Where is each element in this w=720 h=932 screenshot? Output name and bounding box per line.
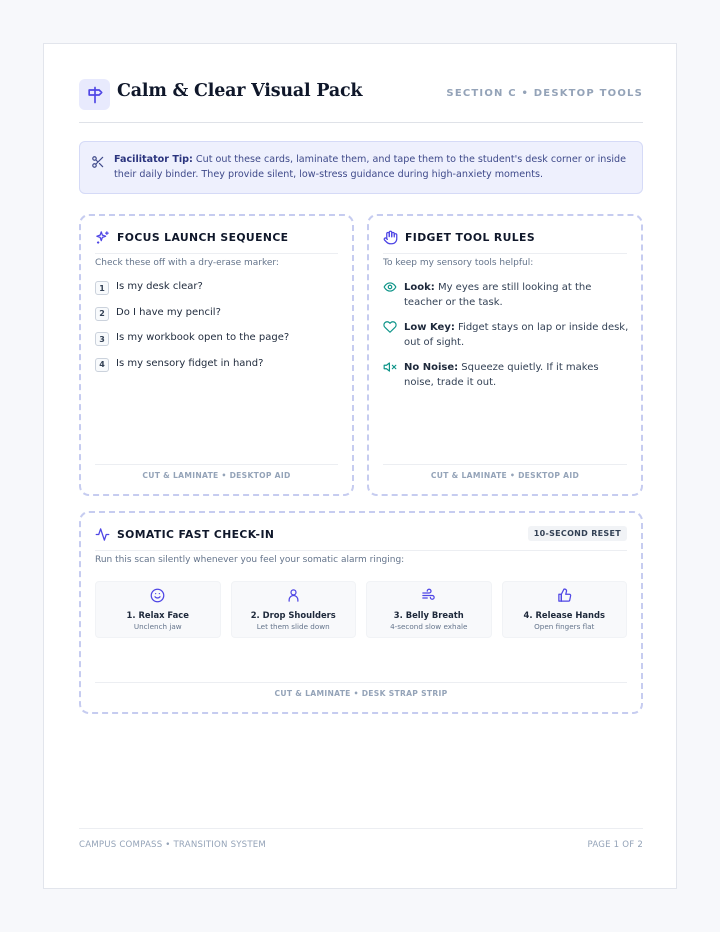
wind-icon <box>367 588 491 606</box>
thumbs-up-icon <box>503 588 627 606</box>
facilitator-tip <box>79 141 643 194</box>
somatic-checkin-card <box>79 511 643 714</box>
card-subtitle: Run this scan silently whenever you feel your somatic alarm ringing: <box>95 555 405 565</box>
card-footer: CUT & LAMINATE • DESKTOP AID <box>383 464 627 480</box>
tip-text: Cut out these cards, laminate them, and tape them to the student's desk corner or inside their daily binder. They provide silent, low-stress guidance during high-anxiety moments. <box>114 154 627 180</box>
section-label: SECTION C • DESKTOP TOOLS <box>446 88 643 99</box>
item-number: 1 <box>95 281 109 295</box>
card-footer: CUT & LAMINATE • DESK STRAP STRIP <box>95 682 627 698</box>
fidget-rules-card <box>367 214 643 496</box>
item-text: Is my workbook open to the page? <box>116 332 290 343</box>
scissors-icon <box>91 154 105 173</box>
hand-icon <box>383 230 398 249</box>
card-subtitle: Check these off with a dry-erase marker: <box>95 258 279 268</box>
item-number: 3 <box>95 332 109 346</box>
item-text: Do I have my pencil? <box>116 306 221 318</box>
rule-item <box>383 360 631 390</box>
step-label: 4. Release Hands <box>523 610 605 620</box>
card-title: SOMATIC FAST CHECK-IN <box>117 528 275 541</box>
page-title: Calm & Clear Visual Pack <box>117 81 363 101</box>
step-card <box>95 581 221 638</box>
tip-label: Facilitator Tip: <box>114 154 193 165</box>
step-card <box>366 581 492 638</box>
step-card <box>502 581 628 638</box>
step-desc: Open fingers flat <box>534 622 595 631</box>
list-item <box>95 357 342 383</box>
step-label: 2. Drop Shoulders <box>250 610 336 620</box>
focus-launch-card <box>79 214 354 496</box>
card-title: FIDGET TOOL RULES <box>405 231 535 244</box>
reset-badge: 10-SECOND RESET <box>528 526 627 541</box>
list-item <box>95 331 342 357</box>
heart-icon <box>383 320 397 339</box>
volume-mute-icon <box>383 360 397 379</box>
rule-label: No Noise: <box>404 362 459 373</box>
card-subtitle: To keep my sensory tools helpful: <box>383 258 534 268</box>
card-title: FOCUS LAUNCH SEQUENCE <box>117 231 289 244</box>
item-number: 2 <box>95 307 109 321</box>
item-text: Is my desk clear? <box>116 281 203 292</box>
rule-label: Look: <box>404 282 435 293</box>
pulse-icon <box>95 527 110 546</box>
rule-text: Fidget stays on lap or inside desk, out of sight. <box>404 322 629 348</box>
step-desc: Unclench jaw <box>133 622 182 631</box>
rule-text: Squeeze quietly. If it makes noise, trade it out. <box>404 362 599 388</box>
list-item <box>95 306 342 332</box>
eye-icon <box>383 280 397 299</box>
sparkles-icon <box>95 230 110 249</box>
step-label: 3. Belly Breath <box>393 610 464 620</box>
list-item <box>95 280 342 306</box>
step-desc: 4-second slow exhale <box>390 622 468 631</box>
signpost-icon <box>79 79 110 110</box>
step-card <box>231 581 357 638</box>
smile-icon <box>96 588 220 606</box>
step-label: 1. Relax Face <box>126 610 189 620</box>
rule-text: My eyes are still looking at the teacher or the task. <box>404 282 592 308</box>
item-text: Is my sensory fidget in hand? <box>116 357 264 369</box>
item-number: 4 <box>95 358 109 372</box>
page-header <box>79 79 643 123</box>
page-number: PAGE 1 OF 2 <box>587 840 643 850</box>
page-footer <box>79 828 643 850</box>
person-icon <box>232 588 356 606</box>
rule-item <box>383 280 631 310</box>
footer-brand: CAMPUS COMPASS • TRANSITION SYSTEM <box>79 840 267 850</box>
card-footer: CUT & LAMINATE • DESKTOP AID <box>95 464 338 480</box>
document-page <box>43 43 677 889</box>
rule-item <box>383 320 631 350</box>
rule-label: Low Key: <box>404 322 455 333</box>
step-desc: Let them slide down <box>256 622 330 631</box>
